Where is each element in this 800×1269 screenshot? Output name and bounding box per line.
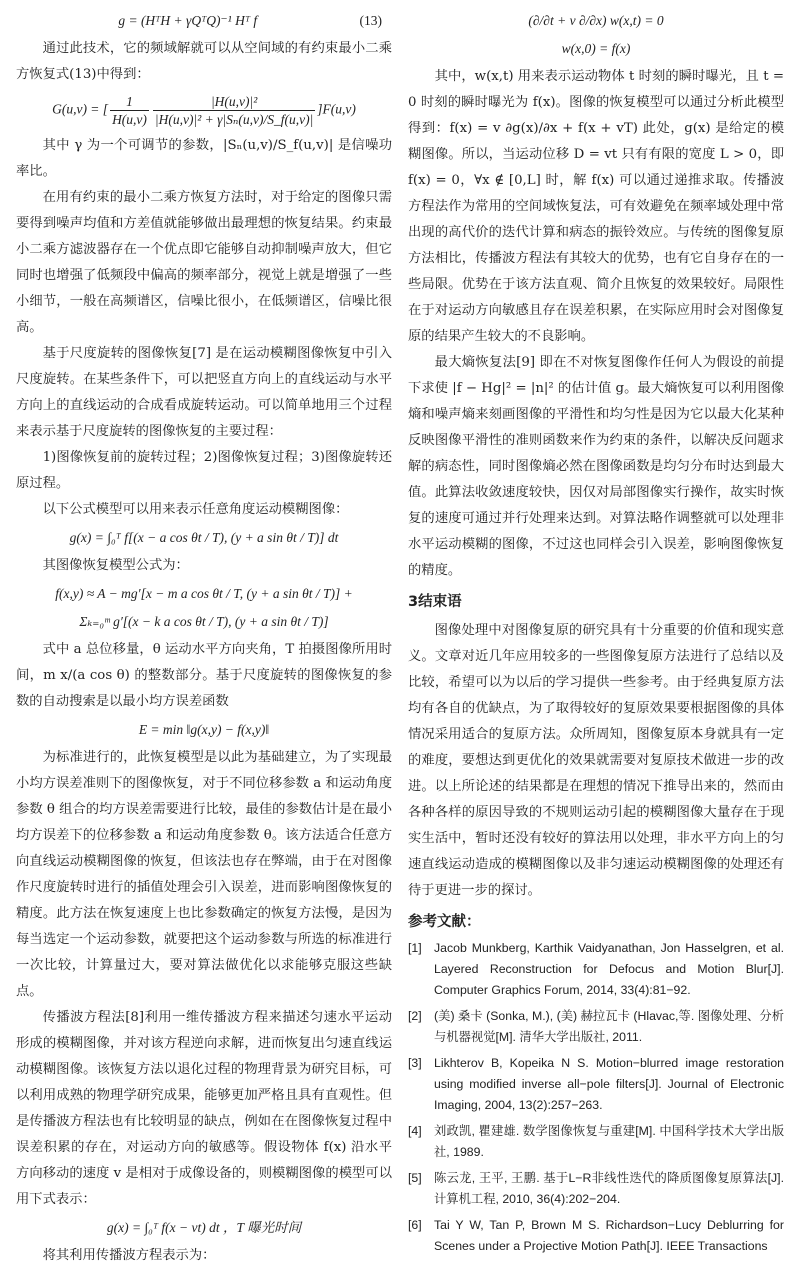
two-column-layout	[16, 6, 784, 1269]
equation-E: E = min ‖g(x,y) − f(x,y)‖	[138, 722, 270, 737]
references-heading: 参考文献：	[408, 914, 481, 930]
left-column	[16, 6, 392, 1269]
equation-13-body: g = (HᵀH + γQᵀQ)⁻¹ Hᵀ f	[118, 13, 258, 28]
equation-G	[16, 90, 392, 131]
right-column	[408, 6, 784, 1269]
reference-text: (美) 桑卡 (Sonka, M.), (美) 赫拉瓦卡 (Hlavac,等. 图像处理、分析与机器视觉[M]. 清华大学出版社, 2011.	[434, 1009, 784, 1044]
paragraph: 以下公式模型可以用来表示任意角度运动模糊图像：	[42, 502, 349, 517]
paragraph: 式中 a 总位移量，θ 运动水平方向夹角，T 拍摄图像所用时间，m x/(a cos θ) 的整数部分。基于尺度旋转的图像恢复的参数的自动搜索是以最小均方误差函数	[16, 642, 392, 709]
reference-number: [6]	[408, 1218, 422, 1232]
paragraph: 基于尺度旋转的图像恢复[7] 是在运动模糊图像恢复中引入尺度旋转。在某些条件下，可以把竖直方向上的直线运动与水平方向上的直线运动的合成看成旋转运动。可以简单地用三个过程来表示基于尺度旋转的图像恢复的主要过程：	[16, 346, 392, 439]
paragraph: 传播波方程法[8]利用一维传播波方程来描述匀速水平运动形成的模糊图像，并对该方程逆向求解，进而恢复出匀速直线运动模糊图像。该恢复方法以退化过程的物理背景为研究目标，可以利用成熟的物理学研究成果，能够更加严格且具有直观性。但是传播波方程法也有比较明显的缺点，例如在在图像恢复过程中误差积累的存在，对运动方向的敏感等。假设物体 f(x) 沿水平方向移动的速度 v 是相对于成像设备的，则模糊图像的模型可以用下式表示：	[16, 1010, 392, 1207]
reference-item	[408, 1215, 784, 1257]
reference-number: [3]	[408, 1056, 422, 1070]
reference-item	[408, 938, 784, 1001]
reference-number: [1]	[408, 941, 422, 955]
eq-G-rhs: ]F(u,v)	[317, 101, 356, 117]
equation-f-line1: f(x,y) ≈ A − mg′[x − m a cos θt / T, (y + a sin θt / T)] +	[55, 586, 353, 601]
reference-text: Jacob Munkberg, Karthik Vaidyanathan, Jon Hasselgren, et al. Layered Reconstruction for Defocus and Motion Blur[J]. Computer Graphics Forum, 2014, 33(4):81−92.	[434, 941, 784, 997]
equation-g-time: g(x) = ∫₀ᵀ f(x − vt) dt ，T 曝光时间	[106, 1220, 302, 1235]
reference-number: [4]	[408, 1124, 422, 1138]
paragraph: 为标准进行的，此恢复模型是以此为基础建立，为了实现最小均方误差准则下的图像恢复，对于不同位移参数 a 和运动角度参数 θ 组合的均方误差需要进行比较，最佳的参数估计是在最小均方误差下的位移参数 a 和运动角度参数 θ。该方法适合任意方向直线运动模糊图像的恢复，但该法也存在弊端，由于在对图像作尺度旋转时进行的插值处理会引入误差，进而影响图像恢复的精度。此方法在恢复速度上也比参数确定的恢复方法慢，是因为每当选定一个运动参数，就要把这个运动参数与所选的标准进行一次比较，计算量过大，要对算法做优化以求能够克服这些缺点。	[16, 750, 392, 999]
equation-pde: (∂/∂t + v ∂/∂x) w(x,t) = 0	[528, 13, 664, 28]
reference-item	[408, 1168, 784, 1210]
paragraph: 在用有约束的最小二乘方恢复方法时，对于给定的图像只需要得到噪声均值和方差值就能够做出最理想的恢复结果。约束最小二乘方滤波器存在一个优点即它能够自动抑制噪声放大，但它同时也增强了低频段中偏高的频率部分，视觉上就是增强了一些小细节，一般在高频谱区，信噪比很小，在低频谱区，信噪比很高。	[16, 190, 392, 335]
paragraph: 通过此技术，它的频域解就可以从空间域的有约束最小二乘方恢复式(13)中得到：	[16, 41, 392, 82]
eq-G-frac2: $\frac{\text{|H(u,v)|²}}{\text{|H(u,v)|² + γ|Sₙ(u,v)/S\_f(u,v)|}}$	[154, 94, 314, 127]
section-heading: 3结束语	[408, 594, 462, 610]
reference-number: [5]	[408, 1171, 422, 1185]
reference-number: [2]	[408, 1009, 422, 1023]
eq-G-lhs: G(u,v) = [	[52, 101, 109, 117]
reference-list	[408, 938, 784, 1257]
paragraph: 其中，w(x,t) 用来表示运动物体 t 时刻的瞬时曝光，且 t = 0 时刻的瞬时曝光为 f(x)。图像的恢复模型可以通过分析此模型得到：f(x) = v ∂g(x)/∂x + f(x + vT) 此处，g(x) 是给定的模糊图像。所以，当运动位移 D = vt 只有有限的宽度 L > 0，即 f(x) = 0，∀x ∉ [0,L] 时，解 f(x) 可以通过递推求取。传播波方程法作为常用的空间域恢复法，可有效避免在频率域处理中常出现的高代价的迭代计算和病态的振铃效应。与传统的图像复原方法相比，传播波方程法有其较大的优势，也有它自身存在的一些局限。优势在于该方法直观、简介且恢复的效果较好。局限性在于对运动方向敏感且存在误差积累，在实际应用时会对图像复原的结果产生较大的不良影响。	[408, 69, 784, 344]
eq-G-frac1: $\frac{1}{H(u,v)}$	[112, 94, 147, 127]
reference-text: Likhterov B, Kopeika N S. Motion−blurred image restoration using modified inverse all−pole filters[J]. Journal of Electronic Imaging, 2004, 13(2):257−263.	[434, 1056, 784, 1112]
equation-g-integral: g(x) = ∫₀ᵀ f[(x − a cos θt / T), (y + a sin θt / T)] dt	[69, 530, 339, 545]
equation-13-number: (13)	[359, 13, 382, 28]
reference-item	[408, 1053, 784, 1116]
reference-text: 陈云龙, 王平, 王鹏. 基于L−R非线性迭代的降质图像复原算法[J]. 计算机工程, 2010, 36(4):202−204.	[434, 1171, 784, 1206]
reference-item	[408, 1121, 784, 1163]
paragraph: 其图像恢复模型公式为：	[42, 558, 189, 573]
paragraph: 图像处理中对图像复原的研究具有十分重要的价值和现实意义。文章对近几年应用较多的一些图像复原方法进行了总结以及比较，希望可以为以后的学习提供一些参考。由于经典复原方法均有各自的优缺点，为了取得较好的复原效果要根据图像的具体情况采用适合的复原方法。众所周知，图像复原本身就具有一定的难度，要想达到更优化的效果就需要对复原技术做进一步的改进。以上所论述的结果都是在理想的情况下推导出来的，然而由各种各样的原因导致的不规则运动引起的模糊图像大量存在于现实生活中，暂时还没有较好的算法用以处理，非水平方向上的匀速直线运动造成的模糊图像以及非匀速运动模糊图像的处理还有待于更进一步的探讨。	[408, 623, 784, 898]
paragraph: 其中 γ 为一个可调节的参数，|Sₙ(u,v)/S_f(u,v)| 是信噪功率比。	[16, 138, 392, 179]
equation-f-line2: Σₖ₌₀ᵐ g′[(x − k a cos θt / T), (y + a sin θt / T)]	[79, 614, 329, 629]
reference-item	[408, 1006, 784, 1048]
paragraph: 1)图像恢复前的旋转过程；2)图像恢复过程；3)图像旋转还原过程。	[16, 450, 392, 491]
reference-text: 刘政凯, 瞿建雄. 数学图像恢复与重建[M]. 中国科学技术大学出版社, 1989.	[434, 1124, 784, 1159]
paragraph: 将其利用传播波方程表示为：	[42, 1248, 216, 1263]
paragraph: 最大熵恢复法[9] 即在不对恢复图像作任何人为假设的前提下求使 |f − Hg|² = |n|² 的估计值 g。最大熵恢复可以利用图像熵和噪声熵来刻画图像的平滑性和均匀性是因为它以最大化某种反映图像平滑性的准则函数来作为约束的条件，以解决反问题求解的病态性，同时图像熵必然在图像函数是均匀分布时达到最大值。此算法收敛速度较快，因仅对局部图像实行操作，故实时恢复的速度可通过并行处理来达到。对算法略作调整就可以处理非水平运动模糊的图像，不过这也同样会引入误差，影响图像恢复的精度。	[408, 355, 784, 578]
reference-text: Tai Y W, Tan P, Brown M S. Richardson−Lucy Deblurring for Scenes under a Projective Motion Path[J]. IEEE Transactions	[434, 1218, 784, 1253]
equation-13	[16, 8, 392, 34]
equation-initial-condition: w(x,0) = f(x)	[561, 41, 631, 56]
